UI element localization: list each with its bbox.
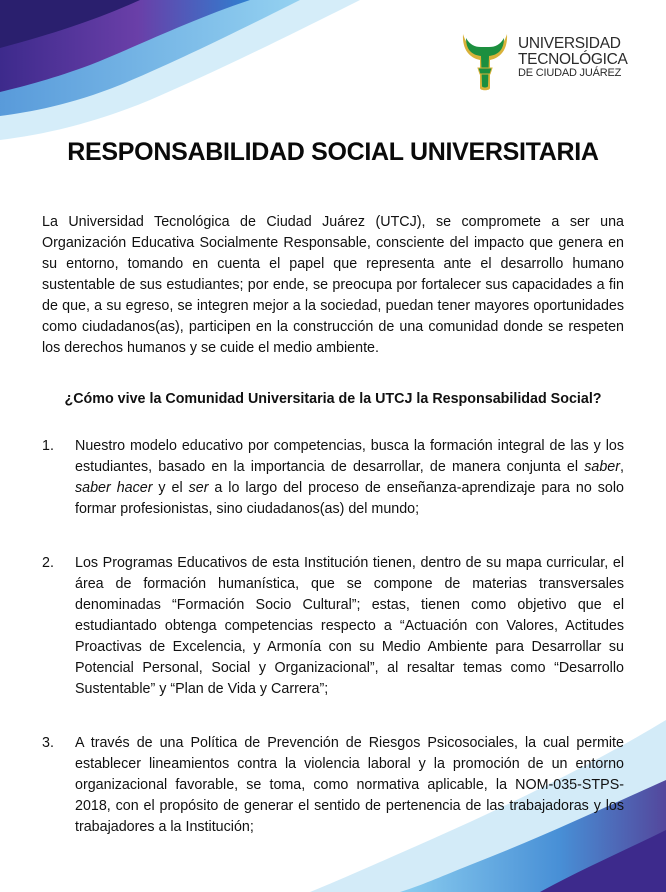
document-body <box>42 212 624 838</box>
logo-text-universidad: UNIVERSIDAD <box>518 35 621 52</box>
page-title: RESPONSABILIDAD SOCIAL UNIVERSITARIA <box>67 138 599 166</box>
list-item-text: Los Programas Educativos de esta Institución tienen, dentro de su mapa curricular, el área de formación humanística, que se compone de materias transversales denominadas “Formación Socio Cultural”; estas, tienen como objetivo que el estudiantado obtenga competencias respecto a “Actuación con Valores, Actitudes Proactivas de Excelencia, y Armonía con su Medio Ambiente para Desarrollar su Potencial Personal, Social y Organizacional”, al resaltar temas como “Desarrollo Sustentable” y “Plan de Vida y Carrera”; <box>75 555 624 697</box>
intro-paragraph: La Universidad Tecnológica de Ciudad Juárez (UTCJ), se compromete a ser una Organización Educativa Socialmente Responsable, consciente del impacto que genera en su entorno, tomando en cuenta el papel que representa ante el desarrollo humano sustentable de sus estudiantes; por ende, se preocupa por fortalecer sus capacidades a fin de que, a su egreso, se integren mejor a la sociedad, puedan tener mayores oportunidades como ciudadanos(as), participen en la construcción de una comunidad donde se respeten los derechos humanos y se cuide el medio ambiente. <box>42 214 624 356</box>
list-item <box>42 553 624 700</box>
utcj-emblem-icon <box>460 28 510 94</box>
list-item-number: 1. <box>42 438 54 454</box>
list-item-text: Nuestro modelo educativo por competencias, busca la formación integral de las y los estudiantes, basado en la importancia de desarrollar, de manera conjunta el saber, saber hacer y el ser a lo largo del proceso de enseñanza-aprendizaje para no solo formar profesionistas, sino ciudadanos(as) del mundo; <box>75 438 624 517</box>
logo-text-tecnologica: TECNOLÓGICA <box>518 50 628 68</box>
section-question-heading: ¿Cómo vive la Comunidad Universitaria de la UTCJ la Responsabilidad Social? <box>64 391 602 407</box>
list-item-number: 3. <box>42 735 54 751</box>
list-item <box>42 436 624 520</box>
university-logo <box>460 28 640 98</box>
list-item-number: 2. <box>42 555 54 571</box>
logo-text-ciudad-juarez: DE CIUDAD JUÁREZ <box>518 67 622 79</box>
list-item <box>42 733 624 838</box>
list-item-text: A través de una Política de Prevención de Riesgos Psicosociales, la cual permite establecer lineamientos contra la violencia laboral y la promoción de un entorno organizacional favorable, se toma, como normativa aplicable, la NOM-035-STPS-2018, con el propósito de generar el sentido de pertenencia de las trabajadoras y los trabajadores a la Institución; <box>75 735 624 835</box>
